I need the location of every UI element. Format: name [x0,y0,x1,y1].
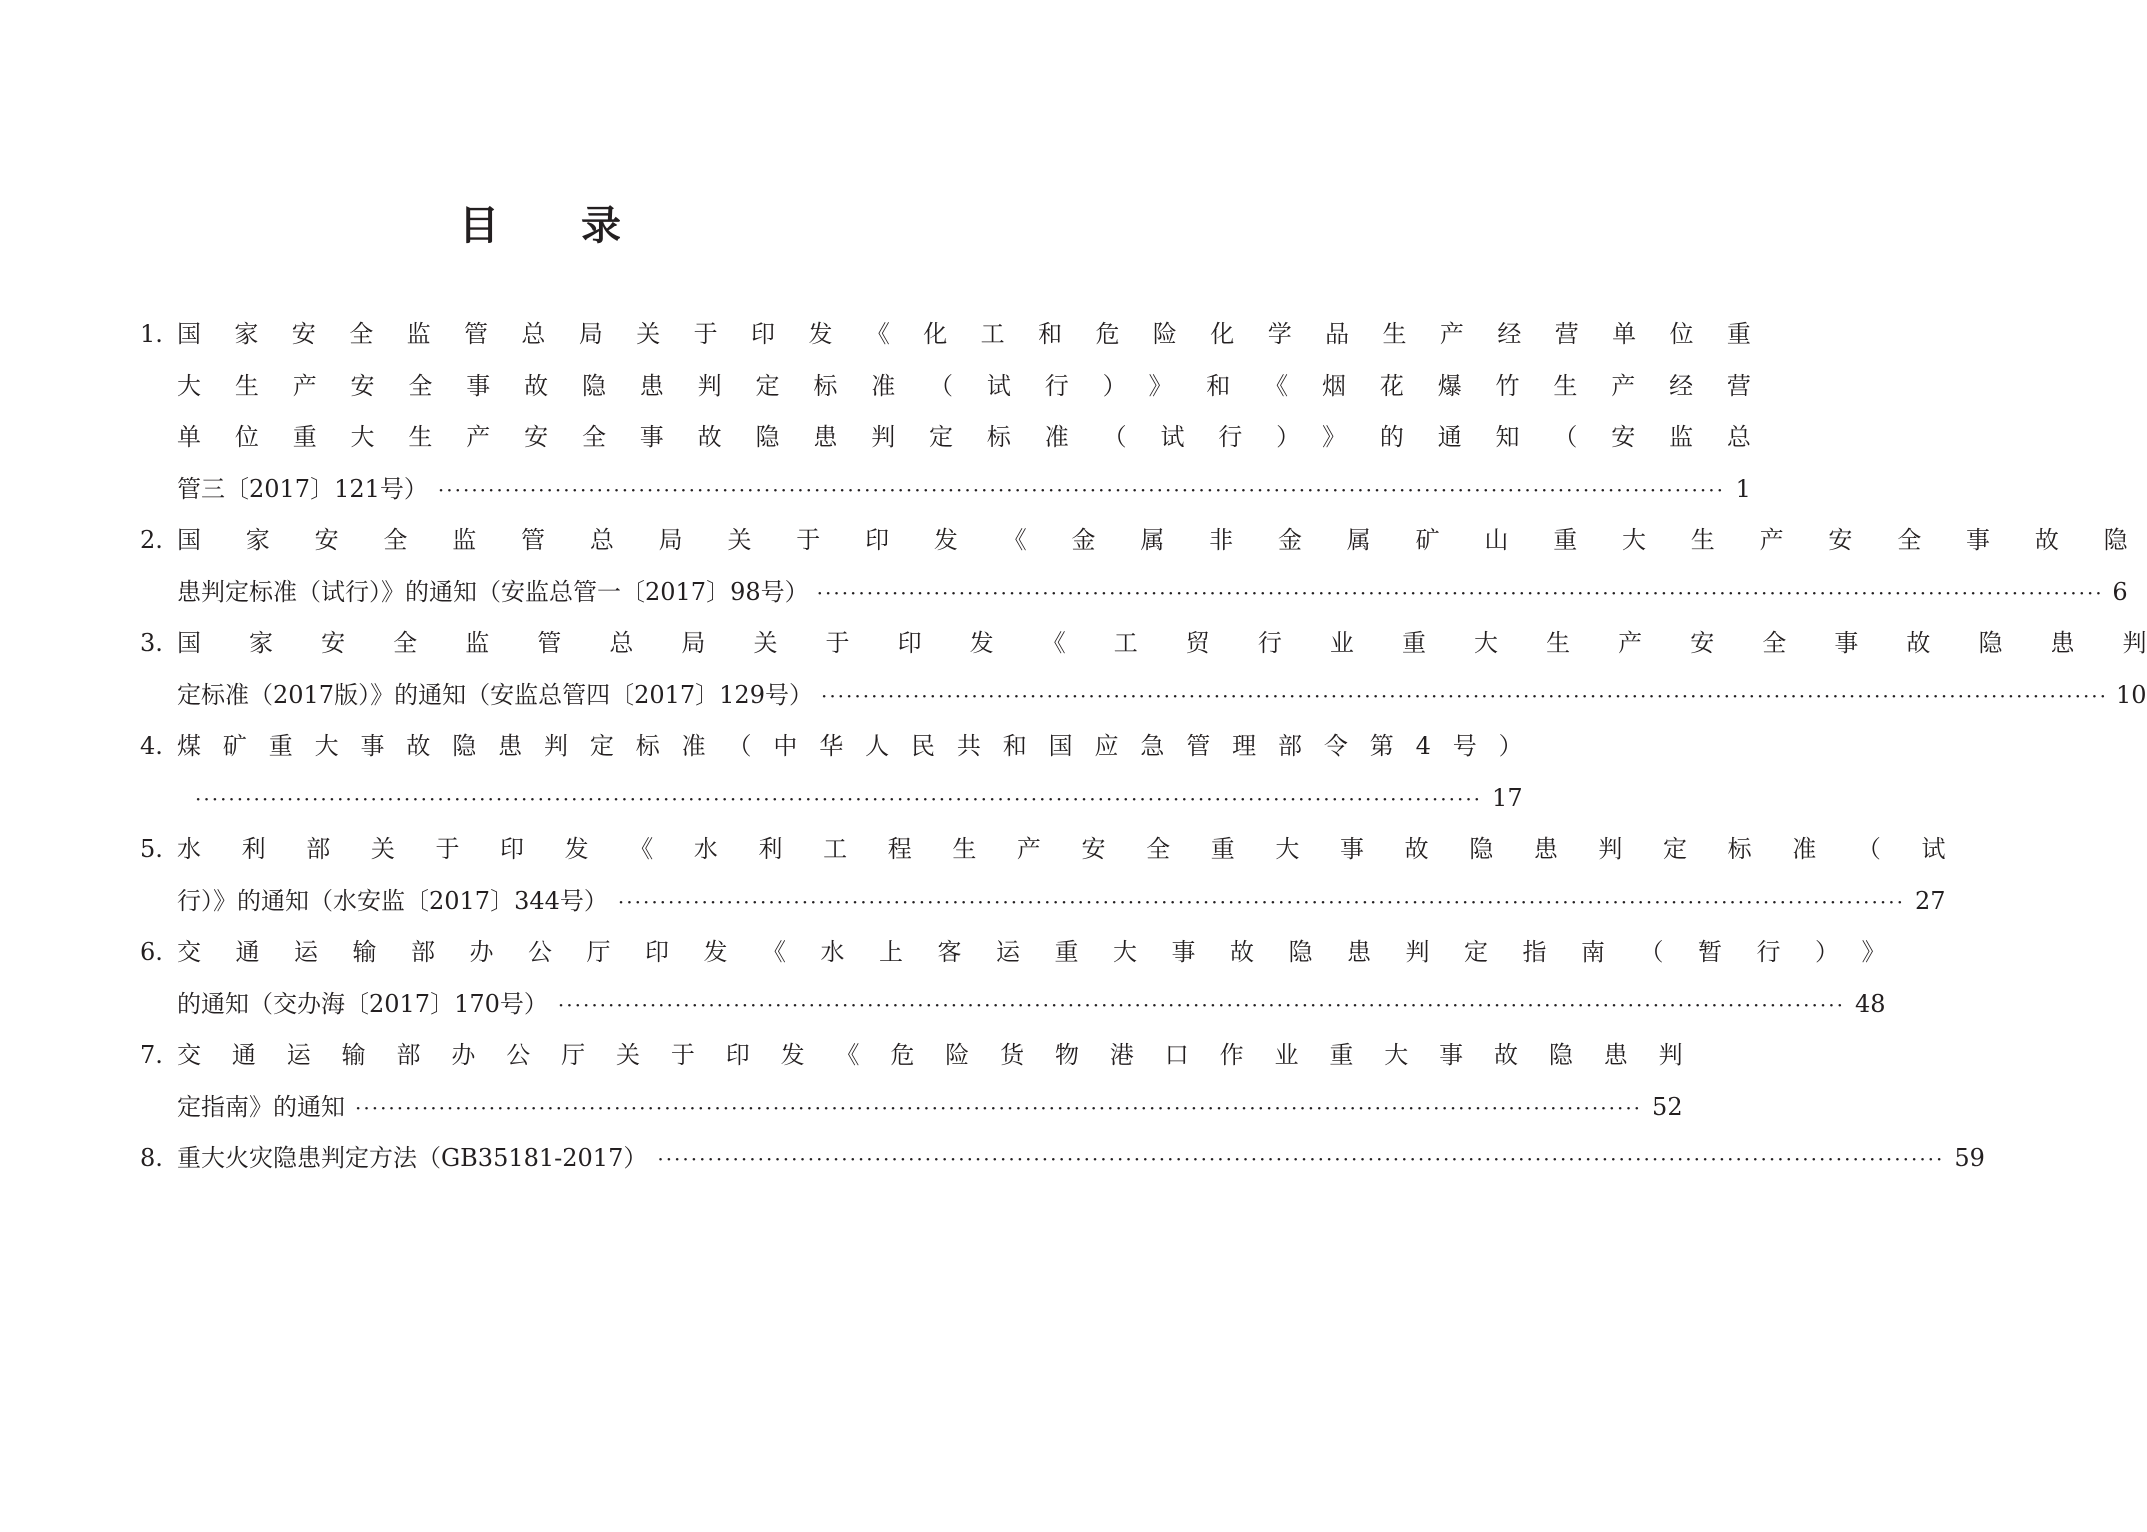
toc-entry-text: 大生产安全事故隐患判定标准（试行）》和《烟花爆竹生产经营 [177,371,1751,400]
toc-page-number: 27 [1914,886,1946,915]
toc-entry-text: 管三〔2017〕121号） [177,474,428,503]
toc-title: 目 录 [459,203,655,249]
table-of-contents [140,309,2147,1185]
toc-entry-text: 行）》的通知（水安监〔2017〕344号） [177,886,608,915]
toc-entry-text: 水利部关于印发《水利工程生产安全重大事故隐患判定标准（试 [177,835,1946,863]
toc-entry-text: 交通运输部办公厅关于印发《危险货物港口作业重大事故隐患判 [177,1041,1683,1069]
toc-entry-number: 8. [140,1144,163,1172]
toc-entry-text: 定标准（2017版）》的通知（安监总管四〔2017〕129号） [177,680,813,709]
toc-entry-text: 定指南》的通知 [177,1092,345,1121]
leader-dots [817,568,2104,620]
toc-entry-4[interactable] [140,721,1523,824]
toc-entry-2[interactable] [140,515,2128,618]
toc-entry-6[interactable] [140,927,1886,1030]
toc-entry-text: 重大火灾隐患判定方法（GB35181-2017） [177,1144,648,1172]
toc-entry-number: 3. [140,629,163,657]
toc-entry-text: 国家安全监管总局关于印发《金属非金属矿山重大生产安全事故隐 [177,526,2128,554]
leader-dots [195,774,1482,826]
toc-entry-number: 6. [140,938,163,966]
leader-dots [618,877,1905,929]
toc-page-number: 59 [1954,1144,1985,1172]
toc-entry-number: 1. [140,320,163,348]
toc-entry-3[interactable] [140,618,2147,721]
toc-entry-text: 单位重大生产安全事故隐患判定标准（试行）》的通知（安监总 [177,423,1751,451]
leader-dots [355,1083,1642,1135]
toc-entry-1[interactable] [140,309,1751,515]
toc-entry-number: 2. [140,526,163,554]
toc-page-number: 52 [1652,1092,1683,1121]
toc-entry-5[interactable] [140,824,1946,927]
toc-page-number: 1 [1735,474,1751,503]
toc-page-number: 17 [1492,783,1523,812]
toc-entry-7[interactable] [140,1030,1683,1133]
toc-entry-text: 患判定标准（试行）》的通知（安监总管一〔2017〕98号） [177,577,809,606]
toc-entry-text: 国家安全监管总局关于印发《工贸行业重大生产安全事故隐患判 [177,629,2147,657]
leader-dots [438,465,1725,517]
toc-entry-text: 煤矿重大事故隐患判定标准（中华人民共和国应急管理部令第4号） [177,732,1523,760]
toc-entry-number: 5. [140,835,163,863]
toc-page-number: 10 [2116,680,2147,709]
leader-dots [657,1134,1944,1186]
toc-entry-text: 的通知（交办海〔2017〕170号） [177,989,548,1018]
toc-entry-text: 国家安全监管总局关于印发《化工和危险化学品生产经营单位重 [177,320,1751,348]
toc-entry-8[interactable] [140,1133,1985,1185]
toc-entry-number: 4. [140,732,163,760]
toc-entry-text: 交通运输部办公厅印发《水上客运重大事故隐患判定指南（暂行）》 [177,938,1886,966]
leader-dots [821,671,2108,723]
leader-dots [558,980,1845,1032]
toc-page-number: 6 [2112,577,2128,606]
toc-entry-number: 7. [140,1041,163,1069]
toc-page-number: 48 [1854,989,1886,1018]
